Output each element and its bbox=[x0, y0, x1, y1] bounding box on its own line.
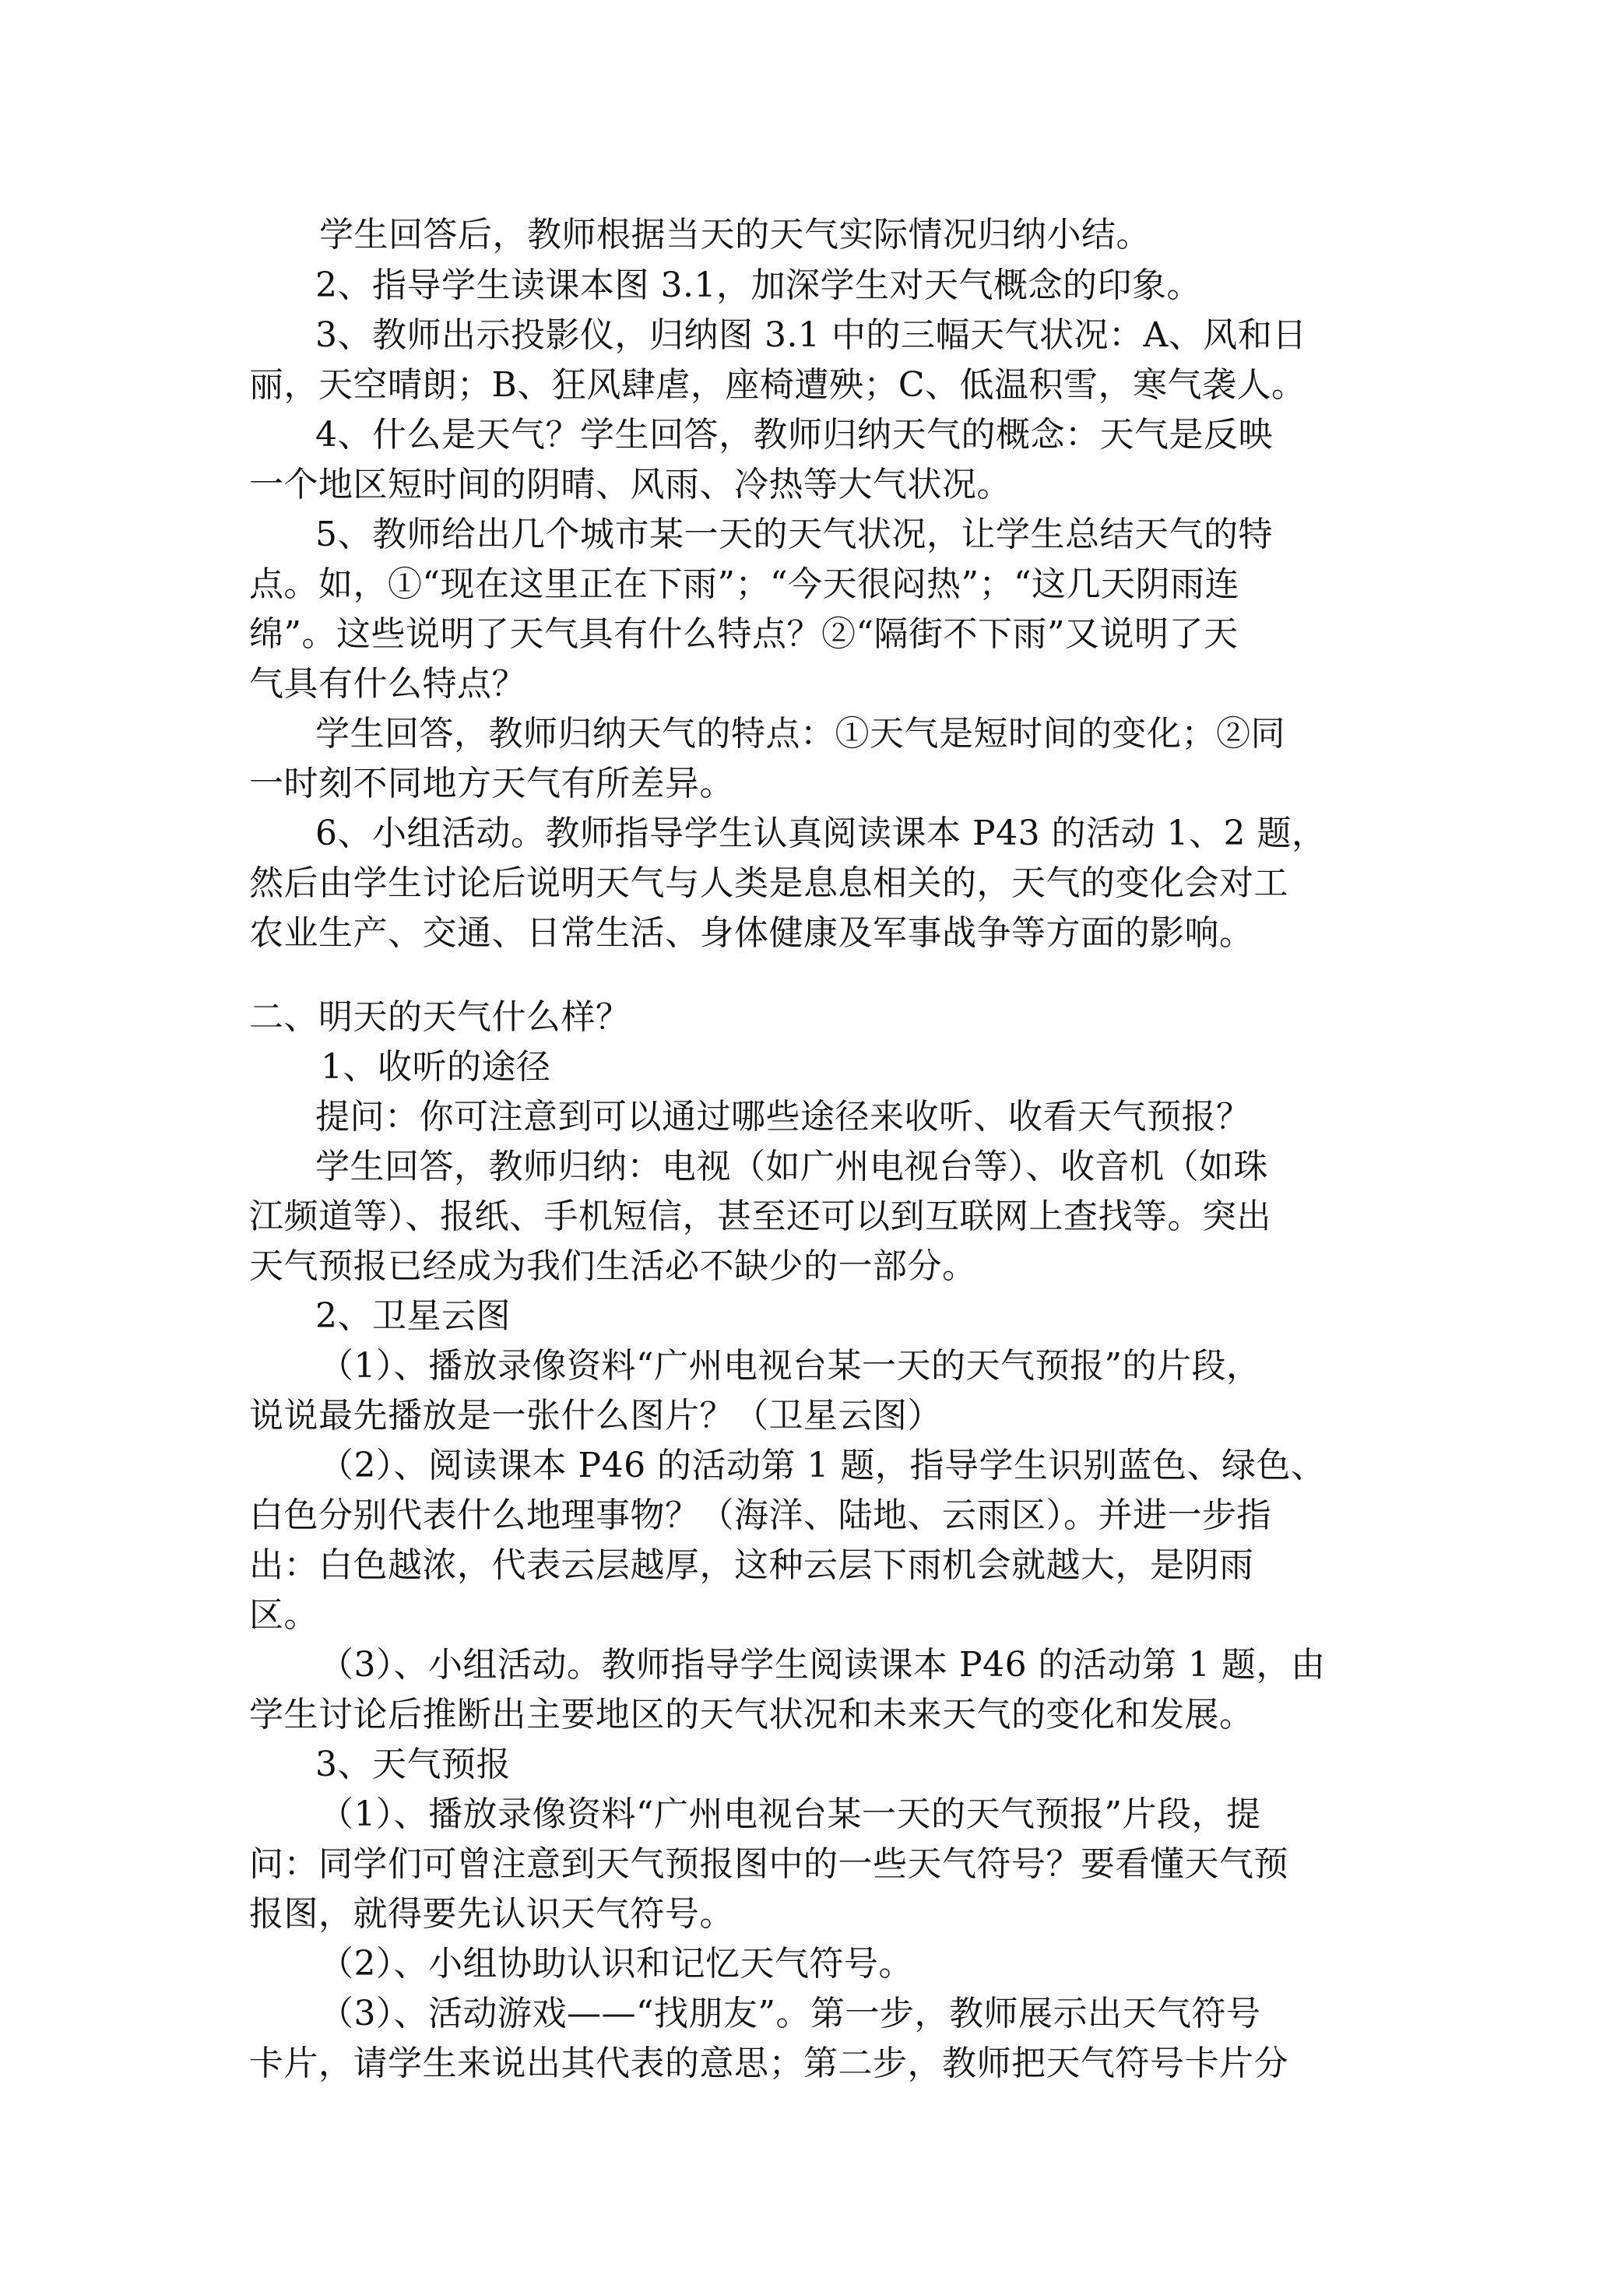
text-line: 学生回答后，教师根据当天的天气实际情况归纳小结。 bbox=[319, 215, 1151, 255]
text-line: （1）、播放录像资料“广州电视台某一天的天气预报”的片段， bbox=[319, 1346, 1261, 1386]
text-line: （3）、小组活动。教师指导学生阅读课本 P46 的活动第 1 题，由 bbox=[319, 1645, 1326, 1685]
text-line: 点。如，①“现在这里正在下雨”；“今天很闷热”；“这几天阴雨连 bbox=[249, 564, 1239, 604]
text-line: 绵”。这些说明了天气具有什么特点？②“隔街不下雨”又说明了天 bbox=[249, 614, 1239, 654]
text-line: （3）、活动游戏——“找朋友”。第一步，教师展示出天气符号 bbox=[319, 1994, 1261, 2033]
section-heading: 二、明天的天气什么样？ bbox=[249, 997, 631, 1037]
text-line: 天气预报已经成为我们生活必不缺少的一部分。 bbox=[249, 1246, 977, 1286]
text-line: 6、小组活动。教师指导学生认真阅读课本 P43 的活动 1、2 题， bbox=[315, 814, 1327, 853]
text-line: 然后由学生讨论后说明天气与人类是息息相关的，天气的变化会对工 bbox=[249, 863, 1288, 903]
text-line: 白色分别代表什么地理事物？（海洋、陆地、云雨区）。并进一步指 bbox=[249, 1495, 1271, 1535]
text-line: 出：白色越浓，代表云层越厚，这种云层下雨机会就越大，是阴雨 bbox=[249, 1545, 1254, 1585]
text-line: 一时刻不同地方天气有所差异。 bbox=[249, 764, 734, 803]
subsection-heading: 2、卫星云图 bbox=[315, 1296, 511, 1336]
text-line: 报图，就得要先认识天气符号。 bbox=[249, 1894, 734, 1934]
text-line: 4、什么是天气？学生回答，教师归纳天气的概念：天气是反映 bbox=[315, 415, 1273, 455]
text-line: 卡片，请学生来说出其代表的意思；第二步，教师把天气符号卡片分 bbox=[249, 2044, 1288, 2083]
text-line: 一个地区短时间的阴晴、风雨、冷热等大气状况。 bbox=[249, 465, 1011, 504]
text-line: 学生回答，教师归纳：电视（如广州电视台等）、收音机（如珠 bbox=[315, 1147, 1268, 1186]
text-line: 农业生产、交通、日常生活、身体健康及军事战争等方面的影响。 bbox=[249, 913, 1254, 953]
subsection-heading: 1、收听的途径 bbox=[321, 1047, 551, 1087]
text-line: 5、教师给出几个城市某一天的天气状况，让学生总结天气的特 bbox=[315, 515, 1273, 554]
text-line: 提问：你可注意到可以通过哪些途径来收听、收看天气预报？ bbox=[315, 1097, 1251, 1137]
text-line: 学生讨论后推断出主要地区的天气状况和未来天气的变化和发展。 bbox=[249, 1695, 1254, 1734]
text-line: 江频道等）、报纸、手机短信，甚至还可以到互联网上查找等。突出 bbox=[249, 1197, 1271, 1236]
text-line: 气具有什么特点？ bbox=[249, 664, 526, 704]
text-line: 3、教师出示投影仪，归纳图 3.1 中的三幅天气状况：A、风和日 bbox=[315, 315, 1307, 355]
text-line: 学生回答，教师归纳天气的特点：①天气是短时间的变化；②同 bbox=[315, 714, 1285, 754]
text-line: 区。 bbox=[249, 1595, 318, 1635]
text-line: 问：同学们可曾注意到天气预报图中的一些天气符号？要看懂天气预 bbox=[249, 1844, 1288, 1884]
text-line: 说说最先播放是一张什么图片？（卫星云图） bbox=[249, 1396, 942, 1436]
text-line: 丽，天空晴朗；B、狂风肆虐，座椅遭殃；C、低温积雪，寒气袭人。 bbox=[249, 365, 1306, 405]
text-line: （2）、小组协助认识和记忆天气符号。 bbox=[319, 1944, 913, 1984]
text-line: （2）、阅读课本 P46 的活动第 1 题，指导学生识别蓝色、绿色、 bbox=[319, 1446, 1326, 1485]
subsection-heading: 3、天气预报 bbox=[315, 1745, 511, 1784]
text-line: 2、指导学生读课本图 3.1，加深学生对天气概念的印象。 bbox=[315, 265, 1201, 305]
text-line: （1）、播放录像资料“广州电视台某一天的天气预报”片段，提 bbox=[319, 1794, 1261, 1834]
